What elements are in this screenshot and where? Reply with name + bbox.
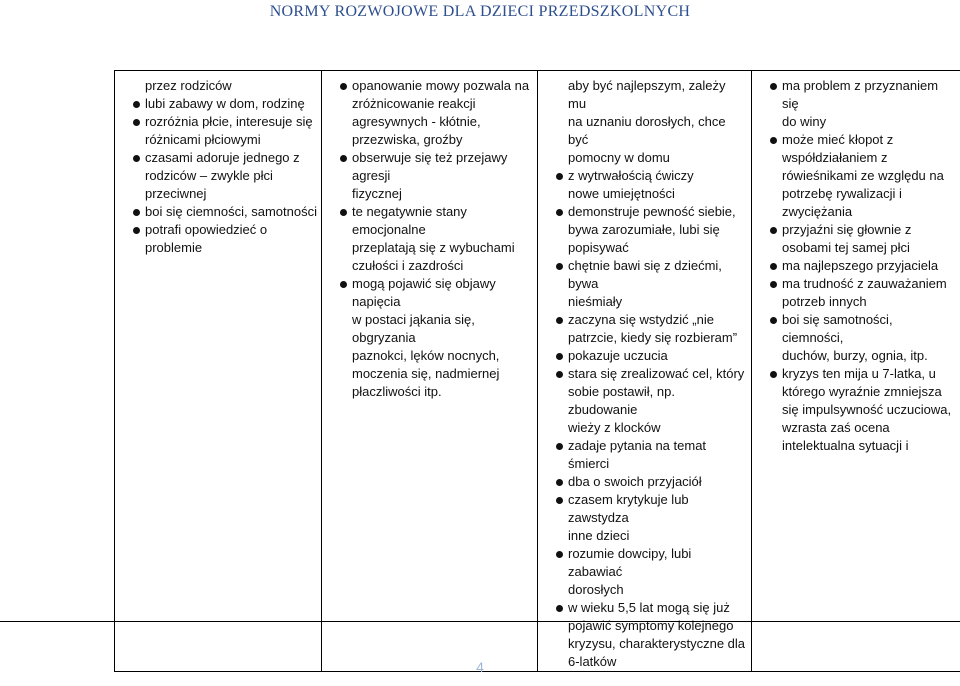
list-item bbox=[538, 653, 747, 671]
list-item-text: moczenia się, nadmiernej bbox=[352, 366, 500, 381]
list-item-text: czułości i zazdrości bbox=[352, 258, 464, 273]
list-item-text: sobie postawił, np. zbudowanie bbox=[568, 384, 675, 417]
list-item bbox=[752, 419, 956, 437]
list-item bbox=[538, 149, 747, 167]
list-item bbox=[752, 311, 956, 347]
list-item bbox=[538, 77, 747, 113]
list-item-text: opanowanie mowy pozwala na bbox=[352, 78, 530, 93]
list-item-text: potrzebę rywalizacji i bbox=[782, 186, 902, 201]
bullet-dot-icon bbox=[133, 155, 140, 162]
list-item-text: obserwuje się też przejawy agresji bbox=[352, 150, 508, 183]
list-item-text: pokazuje uczucia bbox=[568, 348, 668, 363]
list-item bbox=[538, 185, 747, 203]
list-item-text: czasem krytykuje lub zawstydza bbox=[568, 492, 689, 525]
list-item bbox=[752, 203, 956, 221]
list-item-text: te negatywnie stany emocjonalne bbox=[352, 204, 467, 237]
list-item bbox=[538, 635, 747, 653]
list-item bbox=[322, 311, 533, 347]
list-item bbox=[322, 77, 533, 95]
list-item-text: pojawić symptomy kolejnego bbox=[568, 618, 734, 633]
list-item bbox=[115, 113, 317, 131]
list-item-text: zaczyna się wstydzić „nie bbox=[568, 312, 714, 327]
bullet-dot-icon bbox=[133, 119, 140, 126]
bullet-dot-icon bbox=[340, 209, 347, 216]
development-norms-table bbox=[114, 70, 960, 672]
bullet-dot-icon bbox=[133, 227, 140, 234]
bullet-dot-icon bbox=[770, 317, 777, 324]
list-item-text: może mieć kłopot z bbox=[782, 132, 894, 147]
bullet-dot-icon bbox=[770, 281, 777, 288]
list-item-text: stara się zrealizować cel, który bbox=[568, 366, 745, 381]
list-item-text: ma trudność z zauważaniem bbox=[782, 276, 947, 291]
list-item-text: wieży z klocków bbox=[568, 420, 661, 435]
list-item bbox=[752, 221, 956, 239]
list-item-text: mogą pojawić się objawy napięcia bbox=[352, 276, 496, 309]
list-item-text: płaczliwości itp. bbox=[352, 384, 442, 399]
list-item bbox=[752, 257, 956, 275]
list-item-text: zwyciężania bbox=[782, 204, 853, 219]
list-item-text: się impulsywność uczuciowa, bbox=[782, 402, 952, 417]
list-item bbox=[322, 347, 533, 365]
list-item bbox=[752, 401, 956, 419]
bullet-dot-icon bbox=[556, 497, 563, 504]
list-item bbox=[752, 437, 956, 455]
list-item-text: rówieśnikami ze względu na bbox=[782, 168, 944, 183]
list-item-text: zróżnicowanie reakcji bbox=[352, 96, 476, 111]
list-item bbox=[538, 113, 747, 149]
list-item bbox=[538, 221, 747, 239]
list-item bbox=[538, 239, 747, 257]
list-item bbox=[538, 527, 747, 545]
list-item-text: przez rodziców bbox=[145, 78, 232, 93]
bullet-dot-icon bbox=[556, 173, 563, 180]
bullet-dot-icon bbox=[770, 83, 777, 90]
list-item bbox=[752, 113, 956, 131]
bullet-dot-icon bbox=[770, 137, 777, 144]
list-item-text: kryzysu, charakterystyczne dla bbox=[568, 636, 746, 651]
document-title: NORMY ROZWOJOWE DLA DZIECI PRZEDSZKOLNYCH bbox=[269, 3, 691, 20]
list-item bbox=[752, 167, 956, 185]
list-item bbox=[115, 221, 317, 239]
list-item-text: rodziców – zwykle płci bbox=[145, 168, 273, 183]
list-item-text: czasami adoruje jednego z bbox=[145, 150, 300, 165]
list-item-text: na uznaniu dorosłych, chce być bbox=[568, 114, 726, 147]
list-item bbox=[322, 131, 533, 149]
list-item bbox=[538, 329, 747, 347]
list-item-text: demonstruje pewność siebie, bbox=[568, 204, 736, 219]
table-row bbox=[115, 71, 960, 672]
list-item bbox=[115, 131, 317, 149]
list-item bbox=[538, 437, 747, 473]
list-item bbox=[538, 599, 747, 617]
list-item-text: którego wyraźnie zmniejsza bbox=[782, 384, 942, 399]
list-item-text: agresywnych - kłótnie, bbox=[352, 114, 481, 129]
cell-list-col-1 bbox=[115, 71, 321, 257]
list-item bbox=[115, 95, 317, 113]
list-item bbox=[752, 239, 956, 257]
list-item bbox=[115, 239, 317, 257]
list-item bbox=[752, 365, 956, 383]
list-item-text: przezwiska, groźby bbox=[352, 132, 463, 147]
list-item bbox=[538, 383, 747, 419]
table-cell-col-4 bbox=[752, 71, 960, 672]
list-item bbox=[322, 185, 533, 203]
cell-list-col-2 bbox=[322, 71, 537, 401]
list-item-text: przeciwnej bbox=[145, 186, 207, 201]
list-item-text: inne dzieci bbox=[568, 528, 630, 543]
bullet-dot-icon bbox=[770, 371, 777, 378]
bullet-dot-icon bbox=[556, 443, 563, 450]
list-item-text: paznokci, lęków nocnych, bbox=[352, 348, 500, 363]
list-item-text: 6-latków bbox=[568, 654, 617, 669]
list-item bbox=[538, 581, 747, 599]
bullet-dot-icon bbox=[133, 209, 140, 216]
cell-list-col-3 bbox=[538, 71, 751, 671]
list-item bbox=[538, 617, 747, 635]
bullet-dot-icon bbox=[340, 155, 347, 162]
bullet-dot-icon bbox=[770, 227, 777, 234]
list-item-text: ma problem z przyznaniem się bbox=[782, 78, 939, 111]
list-item bbox=[322, 239, 533, 257]
list-item-text: patrzcie, kiedy się rozbieram” bbox=[568, 330, 738, 345]
list-item bbox=[322, 149, 533, 185]
table-cell-col-3 bbox=[538, 71, 752, 672]
bullet-dot-icon bbox=[770, 263, 777, 270]
bullet-dot-icon bbox=[556, 605, 563, 612]
list-item-text: ma najlepszego przyjaciela bbox=[782, 258, 939, 273]
list-item bbox=[115, 203, 317, 221]
bullet-dot-icon bbox=[556, 209, 563, 216]
list-item bbox=[538, 419, 747, 437]
list-item-text: rozumie dowcipy, lubi zabawiać bbox=[568, 546, 692, 579]
bullet-dot-icon bbox=[556, 317, 563, 324]
list-item-text: do winy bbox=[782, 114, 827, 129]
list-item bbox=[322, 275, 533, 311]
list-item bbox=[538, 473, 747, 491]
list-item bbox=[538, 545, 747, 581]
table-cell-col-2 bbox=[322, 71, 538, 672]
list-item bbox=[115, 149, 317, 167]
list-item-text: w postaci jąkania się, obgryzania bbox=[352, 312, 475, 345]
bullet-dot-icon bbox=[556, 479, 563, 486]
list-item-text: bywa zarozumiałe, lubi się bbox=[568, 222, 720, 237]
bullet-dot-icon bbox=[556, 353, 563, 360]
list-item-text: różnicami płciowymi bbox=[145, 132, 261, 147]
list-item-text: duchów, burzy, ognia, itp. bbox=[782, 348, 928, 363]
list-item-text: osobami tej samej płci bbox=[782, 240, 910, 255]
table-cell-col-1 bbox=[115, 71, 322, 672]
list-item-text: chętnie bawi się z dziećmi, bywa bbox=[568, 258, 722, 291]
list-item bbox=[752, 383, 956, 401]
list-item-text: pomocny w domu bbox=[568, 150, 670, 165]
list-item-text: wzrasta zaś ocena bbox=[782, 420, 890, 435]
list-item-text: potrzeb innych bbox=[782, 294, 867, 309]
list-item bbox=[538, 257, 747, 293]
list-item bbox=[538, 491, 747, 527]
page-number: 4 bbox=[476, 659, 484, 675]
bullet-dot-icon bbox=[556, 263, 563, 270]
list-item-text: nieśmiały bbox=[568, 294, 623, 309]
list-item-text: kryzys ten mija u 7-latka, u bbox=[782, 366, 936, 381]
list-item bbox=[538, 203, 747, 221]
list-item-text: z wytrwałością ćwiczy bbox=[568, 168, 694, 183]
footer-divider bbox=[0, 621, 960, 622]
list-item bbox=[752, 185, 956, 203]
bullet-dot-icon bbox=[133, 101, 140, 108]
list-item-text: boi się samotności, ciemności, bbox=[782, 312, 893, 345]
list-item bbox=[322, 365, 533, 383]
list-item-text: przeplatają się z wybuchami bbox=[352, 240, 515, 255]
list-item-text: aby być najlepszym, zależy mu bbox=[568, 78, 726, 111]
bullet-dot-icon bbox=[340, 83, 347, 90]
list-item-text: popisywać bbox=[568, 240, 629, 255]
list-item-text: dorosłych bbox=[568, 582, 624, 597]
list-item-text: lubi zabawy w dom, rodzinę bbox=[145, 96, 305, 111]
list-item-text: intelektualna sytuacji i bbox=[782, 438, 909, 453]
list-item bbox=[322, 113, 533, 131]
list-item-text: nowe umiejętności bbox=[568, 186, 675, 201]
list-item bbox=[752, 149, 956, 167]
list-item-text: boi się ciemności, samotności bbox=[145, 204, 317, 219]
list-item bbox=[752, 347, 956, 365]
bullet-dot-icon bbox=[556, 371, 563, 378]
list-item-text: zadaje pytania na temat śmierci bbox=[568, 438, 707, 471]
list-item bbox=[538, 347, 747, 365]
list-item-text: problemie bbox=[145, 240, 203, 255]
list-item bbox=[115, 167, 317, 185]
list-item-text: rozróżnia płcie, interesuje się bbox=[145, 114, 313, 129]
list-item bbox=[115, 77, 317, 95]
list-item bbox=[752, 293, 956, 311]
list-item bbox=[752, 131, 956, 149]
list-item-text: potrafi opowiedzieć o bbox=[145, 222, 268, 237]
list-item bbox=[322, 257, 533, 275]
bullet-dot-icon bbox=[556, 551, 563, 558]
list-item-text: w wieku 5,5 lat mogą się już bbox=[568, 600, 730, 615]
list-item bbox=[538, 293, 747, 311]
list-item bbox=[538, 167, 747, 185]
list-item-text: współdziałaniem z bbox=[782, 150, 888, 165]
list-item bbox=[538, 365, 747, 383]
list-item bbox=[752, 77, 956, 113]
bullet-dot-icon bbox=[340, 281, 347, 288]
list-item bbox=[115, 185, 317, 203]
list-item bbox=[538, 311, 747, 329]
list-item-text: dba o swoich przyjaciół bbox=[568, 474, 702, 489]
list-item-text: fizycznej bbox=[352, 186, 402, 201]
list-item bbox=[322, 95, 533, 113]
list-item-text: przyjaźni się głownie z bbox=[782, 222, 912, 237]
cell-list-col-4 bbox=[752, 71, 960, 455]
list-item bbox=[322, 203, 533, 239]
list-item bbox=[752, 275, 956, 293]
list-item bbox=[322, 383, 533, 401]
